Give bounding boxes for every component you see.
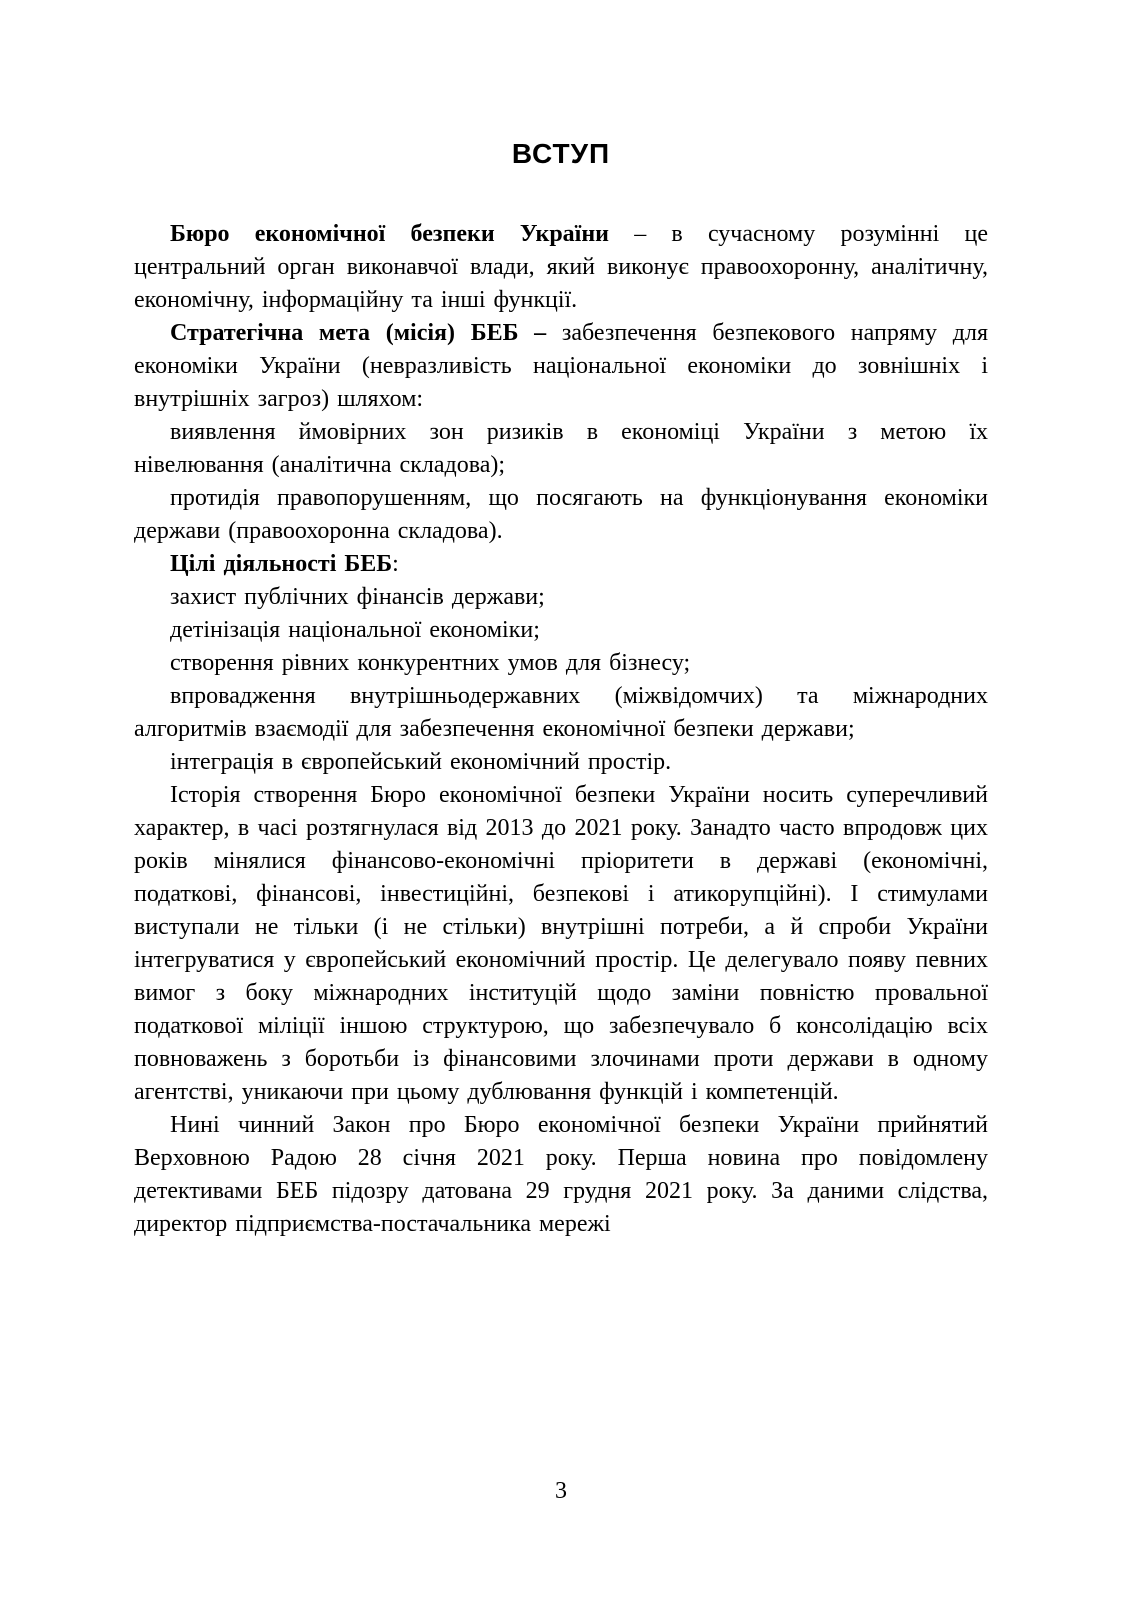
page-content — [0, 218, 1142, 1241]
page-title: ВСТУП — [511, 138, 611, 169]
paragraph-text: : — [392, 551, 399, 577]
paragraph-text: впровадження внутрішньодержавних (міжвідомчих) та міжнародних алгоритмів взаємодії для забезпечення економічної безпеки держави; — [134, 683, 988, 742]
paragraph-text: інтеграція в європейський економічний простір. — [170, 749, 672, 775]
paragraph — [134, 647, 988, 680]
paragraph — [134, 614, 988, 647]
paragraph — [134, 482, 988, 548]
paragraph — [134, 416, 988, 482]
paragraph — [134, 317, 988, 416]
paragraph-text: Історія створення Бюро економічної безпеки України носить суперечливий характер, в часі розтягнулася від 2013 до 2021 року. Занадто часто впродовж цих років мінялися фінансово-економічні пріоритети в державі (економічні, податкові, фінансові, інвестиційні, безпекові і атикорупційні). І стимулами виступали не тільки (і не стільки) внутрішні потреби, а й спроби України інтегруватися у європейський економічний простір. Це делегувало появу певних вимог з боку міжнародних інституцій щодо заміни повністю провальної податкової міліції іншою структурою, що забезпечувало б консолідацію всіх повноважень з боротьби із фінансовими злочинами проти держави в одному агентстві, уникаючи при цьому дублювання функцій і компетенцій. — [134, 782, 988, 1105]
paragraph-lead-bold: Бюро економічної безпеки України — [170, 221, 610, 247]
paragraph-text: виявлення ймовірних зон ризиків в економіці України з метою їх нівелювання (аналітична складова); — [134, 419, 988, 478]
paragraph — [134, 680, 988, 746]
page-number: 3 — [555, 1478, 567, 1504]
paragraph — [134, 1109, 988, 1241]
paragraph-text: Нині чинний Закон про Бюро економічної безпеки України прийнятий Верховною Радою 28 січня 2021 року. Перша новина про повідомлену детективами БЕБ підозру датована 29 грудня 2021 року. За даними слідства, директор підприємства-постачальника мережі — [134, 1112, 988, 1237]
paragraph — [134, 581, 988, 614]
paragraph-lead-bold: Цілі діяльності БЕБ — [170, 551, 393, 577]
paragraph-text: захист публічних фінансів держави; — [170, 584, 545, 610]
paragraph — [134, 746, 988, 779]
paragraph-text: детінізація національної економіки; — [170, 617, 540, 643]
paragraph-text: забезпечення безпекового напряму для економіки України (невразливість національної економіки до зовнішніх і внутрішніх загроз) шляхом: — [134, 320, 988, 412]
paragraph-lead-bold: Стратегічна мета (місія) БЕБ – — [170, 320, 547, 346]
paragraph — [134, 548, 988, 581]
paragraph-text: створення рівних конкурентних умов для бізнесу; — [170, 650, 691, 676]
paragraph — [134, 218, 988, 317]
paragraph-text: протидія правопорушенням, що посягають на функціонування економіки держави (правоохоронна складова). — [134, 485, 988, 544]
paragraph — [134, 779, 988, 1109]
paragraph-text: – в сучасному розумінні це центральний орган виконавчої влади, який виконує правоохоронну, аналітичну, економічну, інформаційну та інші функції. — [134, 221, 989, 313]
